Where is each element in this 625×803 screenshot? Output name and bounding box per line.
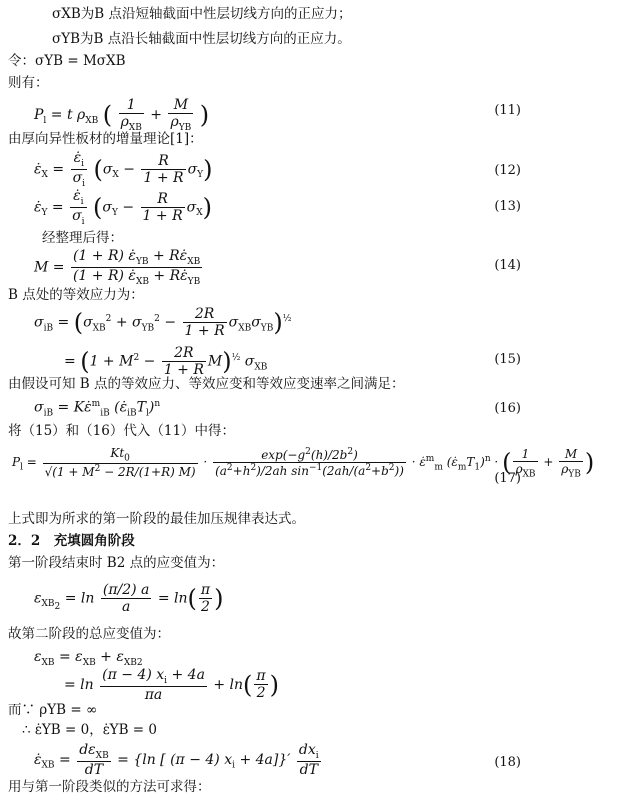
after-simplify-text: 经整理后得： [42, 230, 123, 246]
incremental-theory-text: 由厚向异性板材的增量理论[1]： [8, 131, 203, 147]
similar-method-text: 用与第一阶段类似的方法可求得： [8, 779, 211, 795]
equivalent-stress-text: B 点处的等效应力为： [8, 287, 144, 303]
let-statement: 令：σYB = MσXB [8, 53, 126, 69]
equation-number-11: (11) [494, 103, 521, 118]
equation-strain-b2: $\varepsilon_{XB_2} = \ln$ $\frac{(\pi/2) a}{a}$ = ln( $\frac{\pi}{2}$ ) [34, 582, 224, 615]
equation-15-line1: $\sigma_{iB} = (\sigma_{XB}^2 + \sigma_{YB}^2$ − $\frac{2R}{1 + R}$ $\sigma_{XB}\sigma_{YB})^{\frac{1}{2}}$ [34, 306, 292, 339]
equation-13: $\varepsiloṅ_Y$ = $\frac{\varepsiloṅ_i}{\sigma_i}$ ($\sigma_Y$ − $\frac{R}{1 + R}$ $\sigma_X$) [34, 188, 212, 227]
equation-16: $\sigma_{iB}$ = Kε̇$^m_{iB}$ $(\varepsiloṅ_{iB}T_l)^n$ [34, 399, 161, 419]
section-heading: 2．2 充填圆角阶段 [8, 533, 135, 549]
definition-sigma-yb: σYB为B 点沿长轴截面中性层切线方向的正应力。 [52, 31, 351, 47]
equation-11-body: $P_l = t$ $\rho_{XB}$ ( $\frac{1}{\rho_{XB}}$ + $\frac{M}{\rho_{YB}}$ ) [34, 97, 210, 133]
equation-total-strain-expanded: = ln $\frac{(\pi - 4) x_i + 4a}{\pi a}$ + ln( $\frac{\pi}{2}$ ) [64, 667, 279, 703]
equation-number-14: (14) [494, 258, 521, 273]
b2-strain-text: 第一阶段结束时 B2 点的应变值为： [8, 555, 225, 571]
because-text: 而∵ ρYB = ∞ [8, 702, 98, 718]
equation-14: M = $\frac{(1 + R) \varepsiloṅ_{YB} + R\varepsiloṅ_{XB}}{(1 + R) \varepsiloṅ_{XB} + R\varepsiloṅ_{YB}}$ [34, 248, 201, 287]
equation-number-17: (17) [494, 471, 521, 486]
equation-total-strain: $\varepsilon_{XB} = \varepsilon_{XB} + \varepsilon_{XB2}$ [34, 649, 143, 668]
substitute-text: 将（15）和（16）代入（11）中得： [8, 423, 236, 439]
equation-number-15: (15) [494, 352, 521, 367]
therefore-text: ∴ ε̇YB = 0，ε̇YB = 0 [22, 722, 157, 738]
equation-number-12: (12) [494, 163, 521, 178]
equation-number-16: (16) [494, 401, 521, 416]
equation-15-line2: = ($1 + M^2$ − $\frac{2R}{1 + R}$ M)$^{\frac{1}{2}}$ $\sigma_{XB}$ [64, 345, 268, 378]
definition-sigma-xb: σXB为B 点沿短轴截面中性层切线方向的正应力； [52, 6, 352, 22]
conclusion-text: 上式即为所求的第一阶段的最佳加压规律表达式。 [8, 511, 305, 527]
then-text: 则有： [8, 75, 49, 91]
equation-17: $P_l$ = $\frac{Kt_0}{√(1 + M^2 - 2R/(1+R) M)}$ · $\frac{\exp(-g^2(h)/2b^2)}{(a^2+h^2)/2ah \sin^{-1}(2ah/(a^2+b^2))}$ · ε̇$^m_m$ $(\varepsiloṅ_mT_1)^n$ · ( $\frac{1}{\rho_{XB}}$ + $\frac{M}{\rho_{YB}}$ ) [12, 446, 595, 480]
equation-number-18: (18) [494, 755, 521, 770]
equation-number-13: (13) [494, 199, 521, 214]
total-strain-text: 故第二阶段的总应变值为： [8, 626, 170, 642]
assumption-text: 由假设可知 B 点的等效应力、等效应变和等效应变速率之间满足： [8, 376, 405, 392]
equation-12: $\varepsiloṅ_X$ = $\frac{\varepsiloṅ_i}{\sigma_i}$ ($\sigma_X$ − $\frac{R}{1 + R}$ $\sigma_Y$) [34, 150, 213, 189]
equation-18: $\varepsiloṅ_{XB}$ = $\frac{d\varepsilon_{XB}}{dT}$ = {ln [ (π − 4) $x_i + 4a]\}'$ $\frac{dx_i}{dT}$ [34, 742, 319, 778]
